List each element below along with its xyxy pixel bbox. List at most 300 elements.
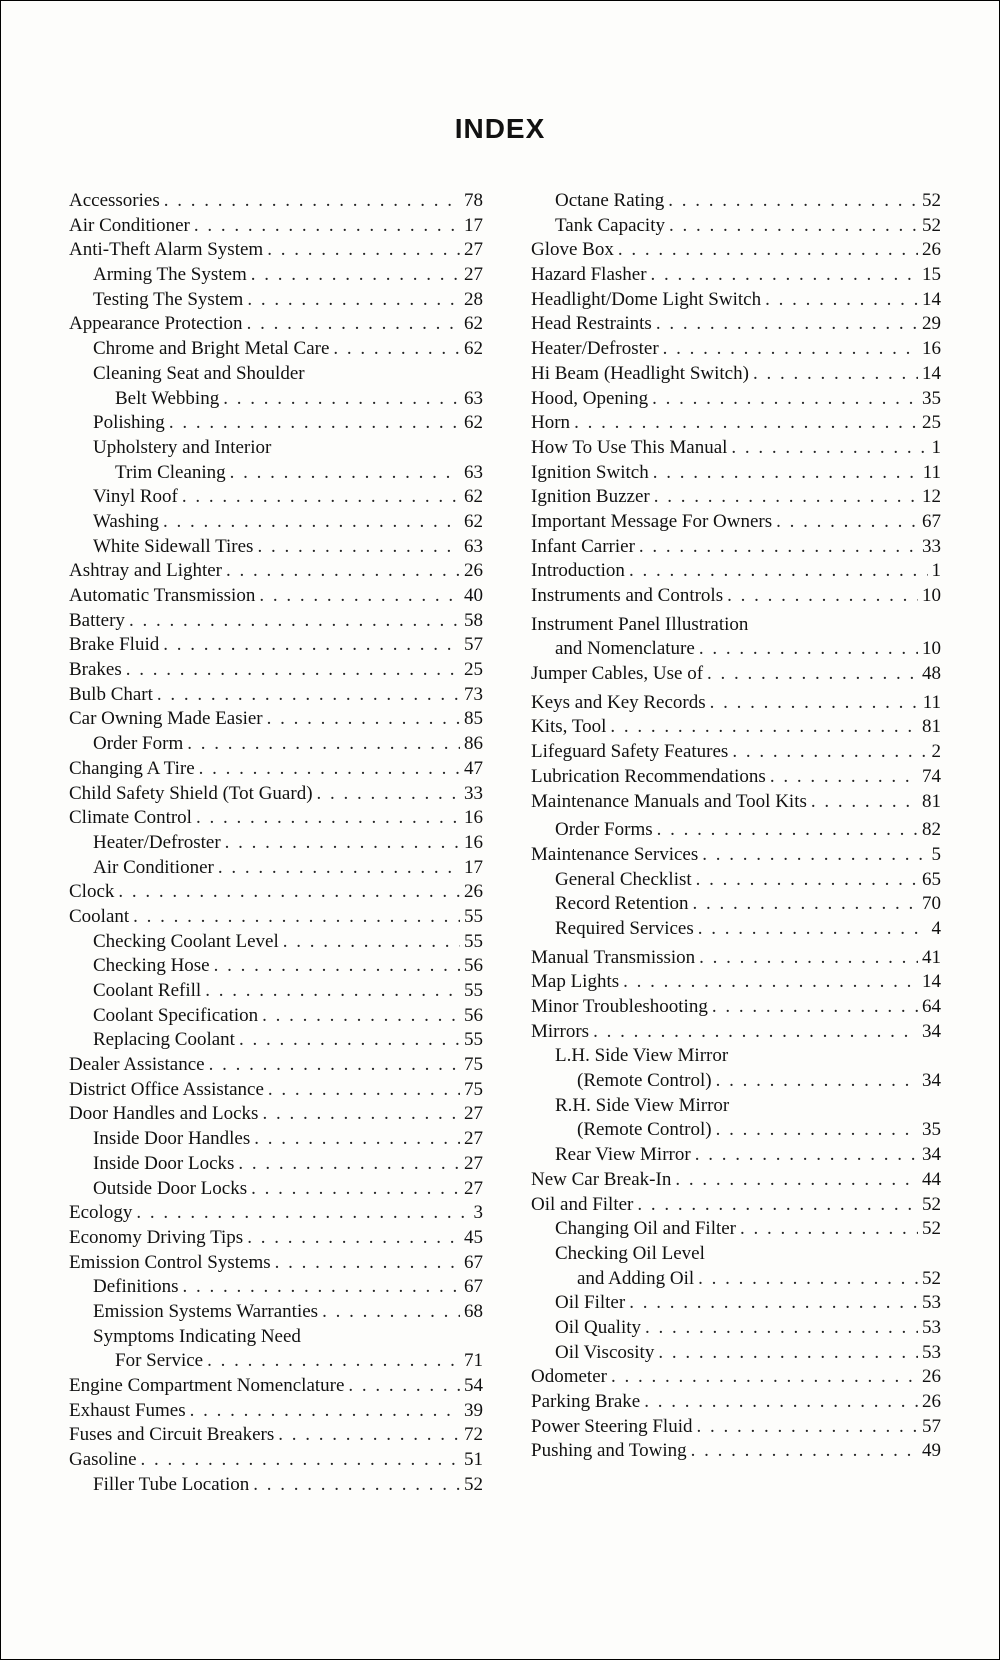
index-entry-page: 11 [922,691,941,713]
index-entry [531,1217,941,1242]
dot-leader [239,1028,460,1053]
index-entry-label: Child Safety Shield (Tot Guard) [69,782,313,804]
dot-leader [253,1473,460,1498]
dot-leader [254,1127,460,1152]
index-entry [531,214,941,239]
dot-leader [278,1423,460,1448]
index-entry-page: 63 [464,535,483,557]
index-entry-label: Emission Control Systems [69,1251,271,1273]
dot-leader [267,238,460,263]
dot-leader [651,263,918,288]
index-entry [69,288,483,313]
index-entry [69,1127,483,1152]
index-entry-label: Keys and Key Records [531,691,706,713]
index-entry [69,387,483,412]
index-entry-label: Clock [69,881,115,903]
index-entry-label: Changing Oil and Filter [555,1218,737,1240]
index-entry [531,189,941,214]
index-entry-page: 52 [922,1218,941,1240]
index-entry-label: Infant Carrier [531,535,635,557]
index-entry-label: Mirrors [531,1020,590,1042]
index-entry-label: Octane Rating [555,190,665,211]
index-entry [69,1201,483,1226]
index-entry-label: Instrument Panel Illustration [531,613,749,635]
index-entry [69,411,483,436]
index-entry-label: Testing The System [93,288,244,310]
dot-leader [657,818,918,843]
index-entry-label: Order Form [93,733,184,755]
index-entry-label: Oil Quality [555,1316,642,1338]
index-entry-page: 56 [464,955,483,977]
index-entry [69,732,483,757]
index-entry-label: Hood, Opening [531,387,649,409]
index-entry [69,1004,483,1029]
dot-leader [593,1020,918,1045]
index-entry-page: 52 [922,1267,941,1289]
index-entry-page: 33 [464,782,483,804]
index-entry [69,214,483,239]
dot-leader [247,312,460,337]
index-entry-page: 63 [464,387,483,409]
index-entry [69,238,483,263]
index-entry-label: Map Lights [531,971,620,993]
index-entry-page: 5 [931,843,941,865]
index-entry-page: 52 [464,1473,483,1495]
dot-leader [207,1349,460,1374]
dot-leader [776,510,918,535]
dot-leader [259,584,460,609]
index-entry-label: Oil Viscosity [555,1341,655,1363]
index-entry-label: Dealer Assistance [69,1054,205,1076]
index-entry-page: 57 [464,634,483,656]
dot-leader [765,288,918,313]
index-entry [69,658,483,683]
index-entry [69,831,483,856]
dot-leader [696,868,918,893]
index-entry-label: Coolant Specification [93,1004,259,1026]
dot-leader [164,189,460,214]
index-entry-label: (Remote Control) [577,1070,712,1092]
index-entry [531,1143,941,1168]
index-entry-label: Parking Brake [531,1391,641,1412]
dot-leader [223,387,460,412]
index-entry [531,1044,941,1069]
index-entry-label: Pushing and Towing [531,1440,687,1462]
index-entry-page: 26 [464,881,483,903]
index-entry-page: 81 [922,716,941,738]
index-entry-page: 45 [464,1226,483,1248]
index-entry-page: 62 [464,412,483,434]
index-entry [69,436,483,461]
dot-leader [194,214,460,239]
index-entry-page: 54 [464,1375,483,1396]
index-entry [531,1316,941,1341]
index-entry [69,806,483,831]
index-entry [531,1168,941,1193]
index-entry-page: 1 [931,436,941,458]
index-entry-page: 27 [464,1128,483,1150]
index-entry-page: 2 [931,741,941,763]
index-entry [531,1242,941,1267]
index-entry-label: Introduction [531,560,625,582]
index-entry-label: Engine Compartment Nomenclature [69,1375,345,1396]
dot-leader [226,559,460,584]
index-entry-label: and Nomenclature [555,638,695,660]
index-entry [531,740,941,765]
dot-leader [348,1374,460,1399]
index-entry-label: Manual Transmission [531,946,696,968]
dot-leader [267,707,460,732]
dot-leader [629,559,928,584]
index-entry [531,1341,941,1366]
index-entry [69,1226,483,1251]
index-entry-label: R.H. Side View Mirror [555,1094,730,1116]
index-entry [69,757,483,782]
index-entry-page: 10 [922,585,941,606]
index-entry-page: 55 [464,905,483,927]
index-entry-page: 40 [464,585,483,606]
index-entry-label: Glove Box [531,239,614,261]
index-entry-label: Door Handles and Locks [69,1103,259,1125]
dot-leader [157,683,460,708]
index-entry-page: 15 [922,264,941,286]
index-entry-page: 34 [922,1020,941,1042]
index-entry-label: Odometer [531,1366,607,1388]
dot-leader [731,436,927,461]
dot-leader [656,312,918,337]
index-entry-page: 53 [922,1341,941,1363]
index-entry [69,337,483,362]
index-entry [531,312,941,337]
index-entry-label: General Checklist [555,868,692,890]
index-entry [531,411,941,436]
index-entry-label: Upholstery and Interior [93,436,272,458]
index-entry [69,535,483,560]
index-entry-page: 62 [464,510,483,532]
index-entry [531,1439,941,1464]
index-entry-label: Trim Cleaning [115,461,226,483]
index-entry-page: 62 [464,338,483,360]
index-entry-page: 72 [464,1424,483,1446]
index-entry [69,609,483,634]
dot-leader [639,535,918,560]
index-entry-page: 49 [922,1440,941,1462]
index-entry [69,1053,483,1078]
index-entry-label: Climate Control [69,807,192,829]
index-entry-page: 25 [464,659,483,681]
index-entry-page: 75 [464,1078,483,1100]
index-entry-label: Lifeguard Safety Features [531,741,729,763]
dot-leader [238,1152,460,1177]
index-entry-label: Chrome and Bright Metal Care [93,338,330,360]
index-entry-label: Car Owning Made Easier [69,708,263,730]
index-entry-label: Coolant [69,905,130,927]
dot-leader [629,1291,918,1316]
dot-leader [183,1275,461,1300]
index-entry [69,1374,483,1399]
index-entry-page: 68 [464,1300,483,1322]
index-entry-page: 53 [922,1292,941,1314]
index-entry [69,485,483,510]
index-entry-page: 67 [464,1251,483,1273]
index-entry [531,790,941,815]
index-entry [531,613,941,638]
index-entry-page: 26 [922,1391,941,1412]
index-entry-label: Anti-Theft Alarm System [69,239,264,261]
index-entry-page: 74 [922,765,941,787]
index-entry-label: Power Steering Fluid [531,1415,693,1437]
dot-leader [118,880,460,905]
index-entry [531,1390,941,1415]
index-entry-page: 81 [922,790,941,812]
dot-leader [652,387,918,412]
index-entry-page: 39 [464,1399,483,1421]
index-entry [69,880,483,905]
index-entry [531,461,941,486]
index-entry [531,946,941,971]
index-entry-page: 14 [922,971,941,993]
index-entry-label: Fuses and Circuit Breakers [69,1424,275,1446]
dot-leader [698,917,928,942]
index-entry-page: 1 [931,560,941,582]
index-column-right [531,189,941,1464]
index-entry-page: 28 [464,288,483,310]
index-entry-page: 57 [922,1415,941,1437]
dot-leader [697,1415,919,1440]
index-entry-page: 34 [922,1144,941,1166]
dot-leader [732,740,927,765]
index-entry [69,1349,483,1374]
index-entry-label: District Office Assistance [69,1078,264,1100]
index-entry-page: 75 [464,1054,483,1076]
dot-leader [611,1365,918,1390]
index-entry-page: 41 [922,946,941,968]
index-entry-label: Outside Door Locks [93,1177,248,1199]
dot-leader [727,584,918,609]
index-entry [531,510,941,535]
dot-leader [218,856,460,881]
index-entry-page: 33 [922,535,941,557]
index-entry-label: Ignition Switch [531,461,649,483]
index-entry [69,312,483,337]
index-entry-label: Symptoms Indicating Need [93,1325,301,1347]
index-entry-label: Washing [93,510,160,532]
index-entry-page: 29 [922,313,941,335]
index-entry [69,1251,483,1276]
dot-leader [668,189,918,214]
index-entry [69,683,483,708]
index-entry-label: Air Conditioner [69,214,190,236]
index-entry-label: Heater/Defroster [531,338,659,360]
index-entry [69,263,483,288]
index-entry-label: and Adding Oil [577,1267,695,1289]
dot-leader [182,485,460,510]
index-entry-page: 82 [922,819,941,841]
index-entry-label: Ashtray and Lighter [69,560,223,582]
index-entry [531,995,941,1020]
index-entry [531,662,941,687]
dot-leader [610,715,918,740]
index-entry-page: 64 [922,996,941,1017]
dot-leader [230,461,460,486]
index-entry-label: Air Conditioner [93,856,214,878]
index-entry-page: 55 [464,980,483,1001]
index-entry [531,892,941,917]
dot-leader [196,806,460,831]
index-entry-page: 78 [464,190,483,211]
index-entry-page: 27 [464,1152,483,1174]
index-entry [531,970,941,995]
index-entry-page: 25 [922,412,941,434]
index-entry [531,337,941,362]
index-entry [531,1365,941,1390]
index-entry-page: 17 [464,214,483,236]
index-entry [69,856,483,881]
index-entry-label: Polishing [93,412,165,434]
index-entry-page: 65 [922,868,941,890]
index-entry-label: Order Forms [555,819,653,841]
index-entry-page: 16 [464,807,483,829]
dot-leader [698,1267,918,1292]
index-entry [69,1275,483,1300]
index-entry-label: L.H. Side View Mirror [555,1045,729,1067]
index-entry-label: Heater/Defroster [93,831,221,853]
index-entry [69,1423,483,1448]
index-entry-label: Bulb Chart [69,683,153,705]
index-entry [531,1415,941,1440]
index-entry-label: Important Message For Owners [531,510,773,532]
index-entry-page: 48 [922,663,941,685]
dot-leader [645,1316,918,1341]
index-entry [531,1267,941,1292]
index-entry-page: 85 [464,708,483,730]
index-entry [531,362,941,387]
dot-leader [637,1193,918,1218]
index-entry [531,917,941,942]
index-entry-label: Head Restraints [531,313,652,335]
dot-leader [163,633,460,658]
index-entry-label: Maintenance Services [531,843,699,865]
dot-leader [716,1118,918,1143]
dot-leader [654,485,918,510]
index-entry-page: 35 [922,387,941,409]
dot-leader [169,411,460,436]
index-entry [531,1118,941,1143]
index-entry-label: Instruments and Controls [531,585,724,606]
index-entry [69,362,483,387]
index-entry-label: Vinyl Roof [93,486,178,508]
index-entry-label: Coolant Refill [93,980,202,1001]
index-entry-label: Emission Systems Warranties [93,1300,319,1322]
index-entry [531,559,941,584]
index-entry-label: Hi Beam (Headlight Switch) [531,362,749,384]
index-entry-label: Economy Driving Tips [69,1226,244,1248]
index-entry-label: Brakes [69,659,122,681]
index-entry-label: Ignition Buzzer [531,486,650,508]
index-entry [69,1078,483,1103]
index-entry [69,782,483,807]
index-entry [531,1020,941,1045]
dot-leader [716,1069,918,1094]
index-entry-label: Exhaust Fumes [69,1399,186,1421]
dot-leader [333,337,460,362]
dot-leader [707,662,918,687]
index-entry-label: Brake Fluid [69,634,160,656]
index-entry-label: Inside Door Locks [93,1152,235,1174]
index-entry-label: New Car Break-In [531,1168,672,1190]
index-entry-label: Ecology [69,1202,133,1224]
index-entry [69,707,483,732]
index-entry-page: 55 [464,930,483,952]
index-entry-page: 27 [464,239,483,261]
index-entry [69,1028,483,1053]
dot-leader [618,238,918,263]
index-entry-page: 27 [464,264,483,286]
dot-leader [190,1399,460,1424]
index-entry-page: 26 [464,560,483,582]
dot-leader [322,1300,460,1325]
index-entry-page: 26 [922,239,941,261]
index-entry [69,584,483,609]
index-entry [531,535,941,560]
dot-leader [740,1217,918,1242]
index-column-left [69,189,483,1497]
dot-leader [275,1251,460,1276]
index-entry-page: 3 [473,1202,483,1224]
index-entry-page: 62 [464,486,483,508]
index-entry-label: Automatic Transmission [69,585,256,606]
dot-leader [658,1341,918,1366]
dot-leader [205,979,460,1004]
dot-leader [262,1102,460,1127]
dot-leader [653,461,919,486]
index-entry-label: Record Retention [555,893,689,915]
index-entry-label: (Remote Control) [577,1119,712,1141]
index-entry-label: Kits, Tool [531,716,607,738]
index-entry-label: Maintenance Manuals and Tool Kits [531,790,807,812]
index-entry-page: 58 [464,609,483,631]
index-entry [531,238,941,263]
index-entry-label: How To Use This Manual [531,436,728,458]
index-entry [531,387,941,412]
dot-leader [699,637,918,662]
dot-leader [702,843,927,868]
dot-leader [693,892,919,917]
index-entry [69,1399,483,1424]
page-title: INDEX [454,113,546,144]
index-entry-label: Oil and Filter [531,1193,634,1215]
index-entry-page: 52 [922,190,941,211]
index-entry-page: 53 [922,1316,941,1338]
index-entry-page: 4 [931,917,941,939]
index-entry-label: Lubrication Recommendations [531,765,766,787]
index-entry-page: 27 [464,1103,483,1125]
index-entry [69,1448,483,1473]
index-entry [531,1291,941,1316]
index-entry-label: Checking Oil Level [555,1242,705,1264]
index-entry-page: 14 [922,288,941,310]
index-entry-page: 86 [464,733,483,755]
dot-leader [199,757,460,782]
dot-leader [141,1448,460,1473]
index-entry [69,559,483,584]
index-entry [531,288,941,313]
dot-leader [691,1439,918,1464]
index-entry-page: 55 [464,1029,483,1051]
index-entry [531,868,941,893]
dot-leader [770,765,918,790]
index-entry-label: Checking Coolant Level [93,930,279,952]
